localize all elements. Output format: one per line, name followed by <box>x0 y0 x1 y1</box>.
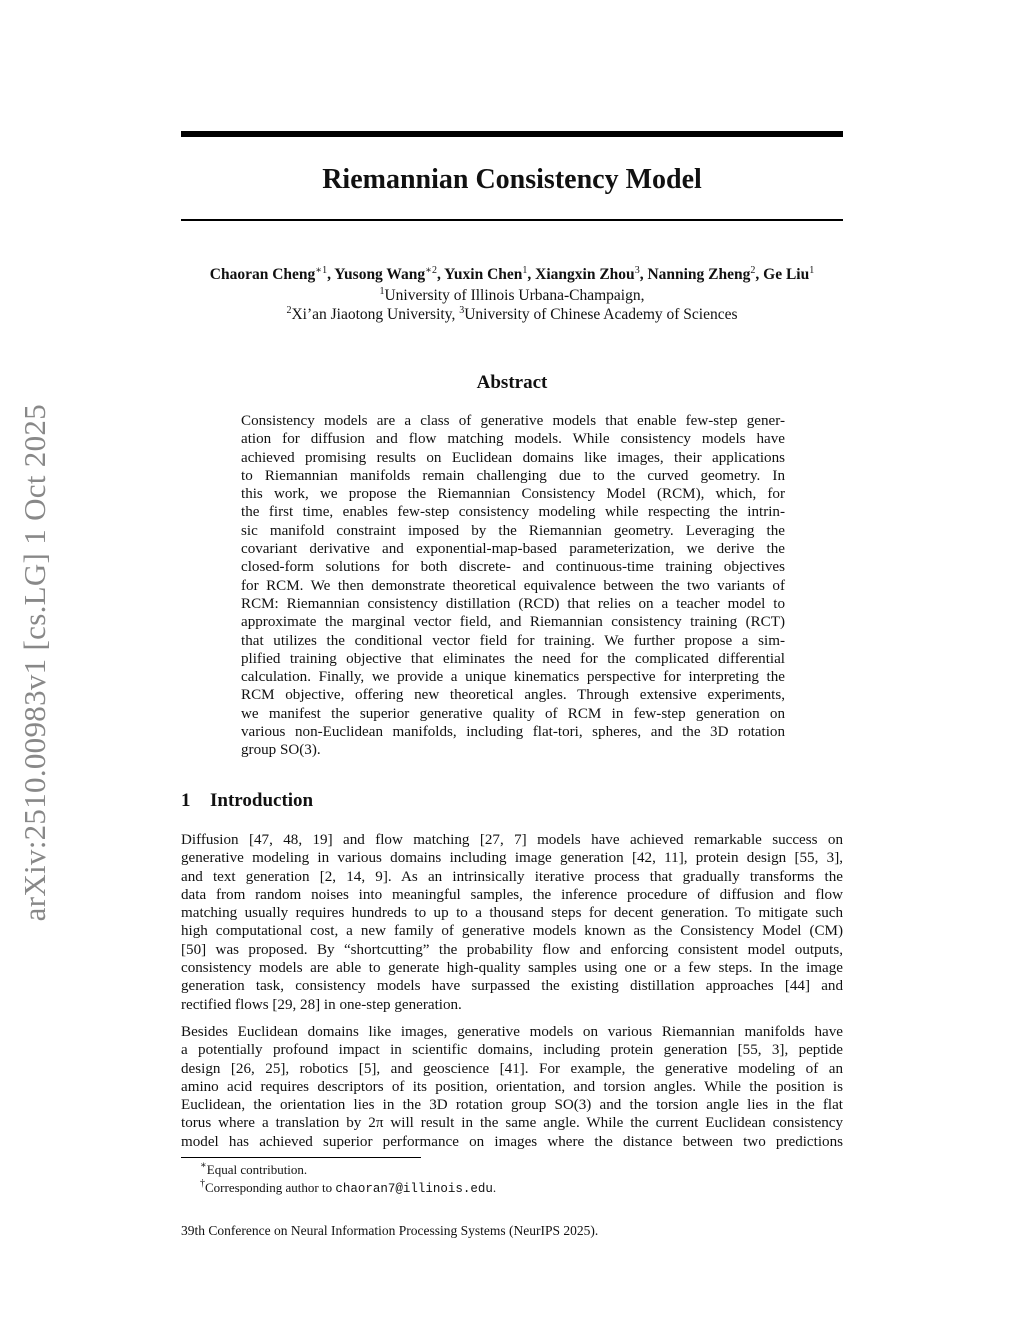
abstract-line: ation for diffusion and flow matching models. While consistency models have <box>241 431 785 448</box>
footnote-rule <box>181 1157 421 1158</box>
author-name: Xiangxin Zhou <box>535 266 635 283</box>
affiliation-text: University of Chinese Academy of Sciences <box>464 306 738 323</box>
body-line: rectified flows [29, 28] in one-step generation. <box>181 996 462 1013</box>
affiliation-text: Xi’an Jiaotong University, <box>291 306 460 323</box>
affiliation-mark: 2 <box>286 305 292 316</box>
title-rule-bottom <box>181 219 843 221</box>
affiliation-line-2 <box>181 306 843 324</box>
abstract-line: this work, we propose the Riemannian Consistency Model (RCM), which, for <box>241 486 785 503</box>
affiliation-line-1 <box>181 287 843 305</box>
title-rule-top <box>181 131 843 137</box>
body-line: torus where a translation by 2π will result in the same angle. While the current Euclidean consistency <box>181 1115 843 1132</box>
author-mark: 2 <box>750 265 756 276</box>
affiliation-text: University of Illinois Urbana-Champaign, <box>384 287 645 304</box>
body-line: and text generation [2, 14, 9]. As an intrinsically iterative process that gradually transforms the <box>181 868 843 885</box>
body-line: amino acid requires descriptors of its position, orientation, and torsion angles. While the position is <box>181 1078 843 1095</box>
footnote-equal-contribution <box>200 1162 307 1178</box>
section-title: Introduction <box>210 790 314 811</box>
footnote-text: Equal contribution. <box>206 1162 308 1177</box>
arxiv-sidebar-stamp <box>6 380 64 945</box>
author-list: Chaoran Cheng$^{∗1}$, Yusong Wang$^{∗2}$, Yuxin Chen$^1$, Xiangxin Zhou$^3$, Nanning Zheng$^2$, Ge Liu$^1$ <box>209 265 815 283</box>
intro-paragraph-1 <box>181 831 843 1014</box>
abstract-line: group SO(3). <box>241 742 321 759</box>
section-number: 1 <box>181 790 191 811</box>
abstract-line: for RCM. We then demonstrate theoretical equivalence between the two variants of <box>241 577 785 594</box>
author-email-link[interactable]: chaoran7@illinois.edu <box>335 1182 493 1196</box>
abstract-line: that utilizes the conditional vector field for training. We further propose a sim- <box>241 632 785 649</box>
affiliation-mark: 3 <box>459 305 465 316</box>
body-line: [50] was proposed. By “shortcutting” the probability flow and enforcing consistent model outputs, <box>181 941 843 958</box>
footnote-text: Corresponding author to <box>205 1180 336 1195</box>
body-line: model has achieved superior performance on images where the distance between two predictions <box>181 1133 843 1150</box>
abstract-line: we manifest the superior generative quality of RCM in few-step generation on <box>241 705 785 722</box>
abstract-line: Consistency models are a class of generative models that enable few-step gener- <box>241 413 785 429</box>
arxiv-identifier: arXiv:2510.00983v1 [cs.LG] 1 Oct 2025 <box>17 403 52 922</box>
conference-footer: 39th Conference on Neural Information Processing Systems (NeurIPS 2025). <box>181 1223 599 1238</box>
abstract-line: calculation. Finally, we provide a unique kinematics perspective for interpreting the <box>241 669 785 686</box>
author-name: Chaoran Cheng <box>209 266 316 283</box>
intro-paragraph-2 <box>181 1023 843 1151</box>
abstract-line: covariant derivative and exponential-map-based parameterization, we derive the <box>241 541 785 558</box>
paper-title: Riemannian Consistency Model <box>322 164 702 195</box>
footnote-mark: † <box>200 1178 205 1189</box>
author-name: Yuxin Chen <box>444 266 523 283</box>
abstract-line: plified training objective that eliminates the need for the complicated differential <box>241 650 785 667</box>
author-mark: 1 <box>522 265 528 276</box>
abstract-line: approximate the marginal vector field, and Riemannian consistency training (RCT) <box>241 614 785 631</box>
abstract-line: various non-Euclidean manifolds, including flat-tori, spheres, and the 3D rotation <box>241 724 785 741</box>
body-line: Diffusion [47, 48, 19] and flow matching [27, 7] models have achieved remarkable success on <box>181 832 843 848</box>
body-line: generation task, consistency models have surpassed the existing distillation approaches [44] and <box>181 978 843 995</box>
body-line: matching usually requires hundreds to up to a thousand steps for decent generation. To mitigate such <box>181 905 843 922</box>
body-line: generative modeling in various domains including image generation [42, 11], protein design [55, 3], <box>181 850 843 867</box>
author-mark: 1 <box>809 265 815 276</box>
body-line: data from random noises into meaningful samples, the inference procedure of diffusion and flow <box>181 886 843 903</box>
affiliation-mark: 1 <box>379 286 385 297</box>
section-heading-introduction <box>181 790 313 812</box>
body-line: design [26, 25], robotics [5], and geoscience [41]. For example, the generative modeling of an <box>181 1060 843 1077</box>
abstract-line: achieved promising results on Euclidean domains like images, their applications <box>241 449 785 466</box>
abstract-body <box>241 412 785 760</box>
footnote-corresponding-author <box>200 1180 496 1196</box>
abstract-line: RCM: Riemannian consistency distillation (RCD) that relies on a teacher model to <box>241 595 785 612</box>
footnote-text-end: . <box>492 1180 497 1195</box>
author-mark: 3 <box>634 265 640 276</box>
abstract-line: to Riemannian manifolds remain challenging due to the curved geometry. In <box>241 467 785 484</box>
body-line: Besides Euclidean domains like images, generative models on various Riemannian manifolds have <box>181 1024 843 1040</box>
body-line: Euclidean, the orientation lies in the 3D rotation group SO(3) and the torsion angle lies in the flat <box>181 1097 843 1114</box>
author-mark: ∗1 <box>315 265 328 276</box>
author-name: Ge Liu <box>763 266 810 283</box>
abstract-line: RCM objective, offering new theoretical angles. Through extensive experiments, <box>241 687 785 704</box>
abstract-heading: Abstract <box>476 372 548 393</box>
footnote-mark: ∗ <box>200 1160 207 1171</box>
body-line: high computational cost, a new family of generative models known as the Consistency Model (CM) <box>181 923 843 940</box>
body-line: consistency models are able to generate high-quality samples using one or a few steps. In the image <box>181 960 843 977</box>
abstract-line: closed-form solutions for both discrete- and continuous-time training objectives <box>241 559 785 576</box>
author-mark: ∗2 <box>425 265 437 276</box>
abstract-line: the first time, enables few-step consistency modeling while respecting the intrin- <box>241 504 785 521</box>
author-name: Yusong Wang <box>334 266 426 283</box>
body-line: a potentially profound impact in scientific domains, including protein generation [55, 3], peptide <box>181 1042 843 1059</box>
abstract-line: sic manifold constraint imposed by the Riemannian geometry. Leveraging the <box>241 522 785 539</box>
author-name: Nanning Zheng <box>647 266 751 283</box>
